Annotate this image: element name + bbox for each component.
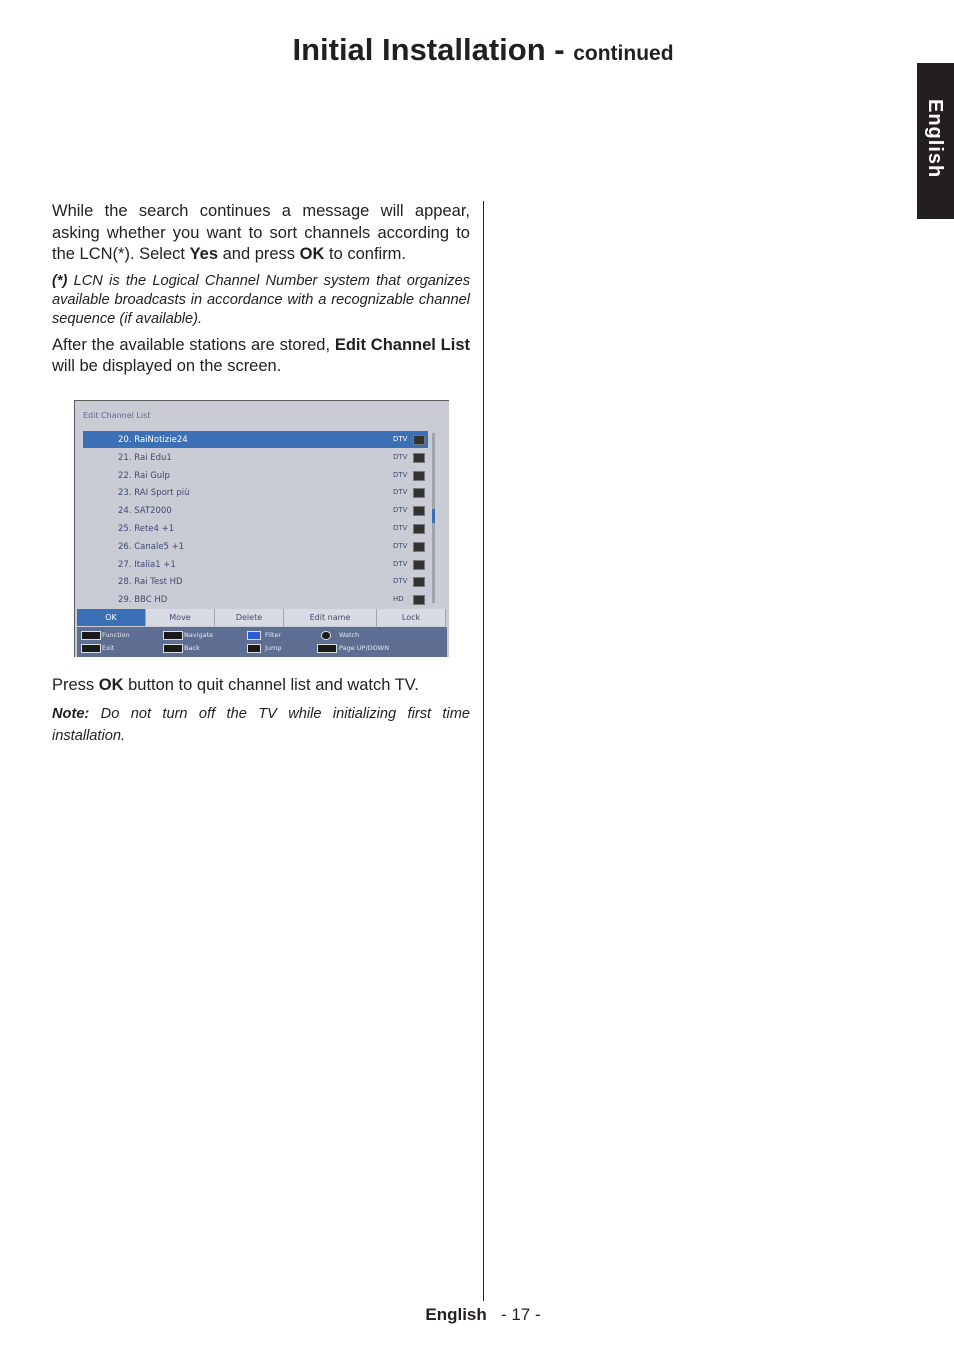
- channel-name: 28. Rai Test HD: [118, 577, 183, 588]
- column-divider: [483, 201, 484, 1301]
- language-tab-label: English: [924, 99, 946, 179]
- channel-row[interactable]: [83, 431, 428, 448]
- tv-button-4[interactable]: Lock: [377, 609, 446, 626]
- page-number: - 17 -: [500, 1305, 541, 1324]
- paragraph-lcn-prompt: While the search continues a message will appear, asking whether you want to sort channels according to the LCN(*). Select Yes and press OK to confirm.: [52, 202, 470, 263]
- channel-name: 24. SAT2000: [118, 506, 172, 517]
- channel-row[interactable]: [83, 591, 428, 608]
- paragraph-stored: After the available stations are stored, Edit Channel List will be displayed on the screen.: [52, 335, 470, 375]
- channel-row[interactable]: [83, 573, 428, 590]
- menu-key-icon: [81, 644, 101, 653]
- page-key-icon: [317, 644, 337, 653]
- tv-icon: [413, 435, 425, 445]
- tv-icon: [413, 560, 425, 570]
- tv-button-1[interactable]: Move: [146, 609, 215, 626]
- note-do-not-turn-off: Note: Do not turn off the TV while initializing first time installation.: [52, 705, 470, 744]
- channel-type: DTV: [393, 488, 408, 497]
- channel-type: DTV: [393, 577, 408, 586]
- title-main: Initial Installation -: [292, 32, 565, 67]
- channel-type: DTV: [393, 559, 408, 568]
- channel-list: [83, 431, 428, 607]
- page-title: [0, 30, 954, 74]
- channel-name: 21. Rai Edu1: [118, 452, 172, 463]
- tv-icon: [413, 506, 425, 516]
- tv-icon: [413, 471, 425, 481]
- page-footer: [0, 1305, 954, 1325]
- channel-type: DTV: [393, 470, 408, 479]
- tv-menu-title: Edit Channel List: [83, 411, 151, 420]
- tv-icon: [413, 524, 425, 534]
- tv-button-bar: [77, 609, 447, 626]
- channel-list-scrollbar: [432, 433, 435, 603]
- channel-row[interactable]: [83, 538, 428, 555]
- channel-name: 20. RaiNotizie24: [118, 435, 188, 445]
- channel-name: 23. RAI Sport più: [118, 488, 190, 499]
- blue-key-icon: [247, 631, 261, 640]
- channel-name: 29. BBC HD: [118, 595, 168, 606]
- left-right-key-icon: [81, 631, 101, 640]
- tv-icon: [413, 488, 425, 498]
- edit-channel-list-screenshot: [74, 400, 449, 657]
- footnote-lcn: (*) LCN is the Logical Channel Number system that organizes available broadcasts in accordance with a recognizable channel sequence (if available).: [52, 272, 470, 327]
- channel-type: DTV: [393, 435, 408, 443]
- channel-row[interactable]: [83, 520, 428, 537]
- tv-icon: [413, 577, 425, 587]
- channel-row[interactable]: [83, 556, 428, 573]
- channel-row[interactable]: [83, 484, 428, 501]
- channel-row[interactable]: [83, 502, 428, 519]
- channel-name: 27. Italia1 +1: [118, 559, 176, 570]
- digits-key-icon: [247, 644, 261, 653]
- channel-type: DTV: [393, 452, 408, 461]
- tv-button-0[interactable]: OK: [77, 609, 146, 626]
- section-search: [52, 201, 470, 378]
- tv-button-3[interactable]: Edit name: [284, 609, 377, 626]
- title-continued: continued: [573, 42, 674, 65]
- footer-language: English: [425, 1305, 487, 1324]
- section-finish: [52, 675, 470, 747]
- channel-row[interactable]: [83, 449, 428, 466]
- tv-button-2[interactable]: Delete: [215, 609, 284, 626]
- language-tab: [917, 63, 954, 219]
- paragraph-press-ok: Press OK button to quit channel list and watch TV.: [52, 676, 419, 694]
- return-key-icon: [163, 644, 183, 653]
- channel-type: HD: [393, 595, 404, 604]
- ok-key-icon: [321, 631, 331, 640]
- channel-row[interactable]: [83, 467, 428, 484]
- tv-icon: [413, 595, 425, 605]
- channel-name: 22. Rai Gulp: [118, 470, 170, 481]
- channel-name: 26. Canale5 +1: [118, 541, 185, 552]
- up-down-key-icon: [163, 631, 183, 640]
- tv-icon: [413, 453, 425, 463]
- tv-icon: [413, 542, 425, 552]
- tv-help-bar: Function Exit Navigate Back Filter Jump Watch Page UP/DOWN: [77, 627, 447, 657]
- channel-type: DTV: [393, 541, 408, 550]
- channel-type: DTV: [393, 506, 408, 515]
- channel-type: DTV: [393, 524, 408, 532]
- channel-name: 25. Rete4 +1: [118, 524, 175, 534]
